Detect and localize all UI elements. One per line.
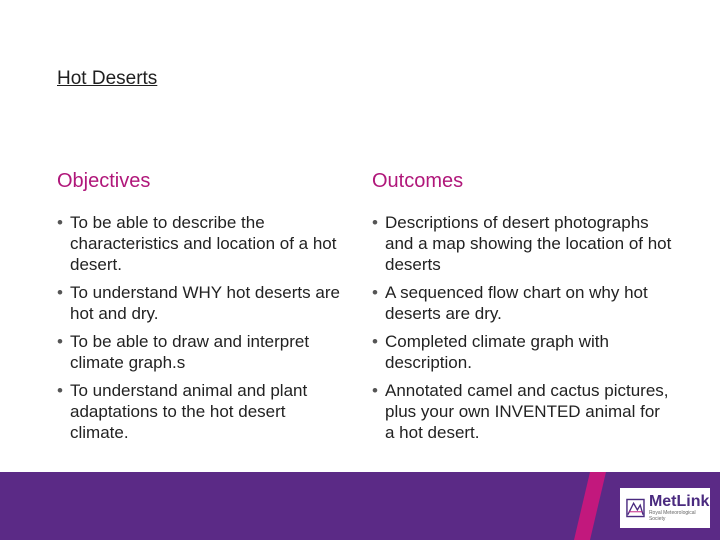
bullet-icon: • [57,213,63,232]
metlink-logo-tagline: Royal Meteorological Society [648,510,696,522]
outcomes-column [372,168,672,450]
bullet-icon: • [57,332,63,351]
metlink-logo-name: MetLink [648,493,710,510]
objective-item: • To understand WHY hot deserts are hot and dry. [57,283,340,323]
objectives-list [57,212,347,443]
outcomes-heading: Outcomes [372,170,464,192]
metlink-logo-text-group [649,494,710,522]
objective-item: • To be able to describe the characteristics and location of a hot desert. [57,213,337,274]
slide-title: Hot Deserts [57,68,158,89]
objective-item: • To understand animal and plant adaptations to the hot desert climate. [57,381,308,442]
outcomes-list [372,212,672,443]
bullet-icon: • [372,283,378,302]
objectives-column [57,168,347,450]
metlink-logo-icon [626,498,645,518]
bullet-icon: • [57,381,63,400]
outcome-item: • A sequenced flow chart on why hot deserts are dry. [372,283,648,323]
bullet-icon: • [57,283,63,302]
footer-band [0,472,720,540]
bullet-icon: • [372,213,378,232]
metlink-logo [620,488,710,528]
objective-item: • To be able to draw and interpret climate graph.s [57,332,310,372]
bullet-icon: • [372,381,378,400]
outcome-item: • Annotated camel and cactus pictures, plus your own INVENTED animal for a hot desert. [372,381,669,442]
bullet-icon: • [372,332,378,351]
outcome-item: • Completed climate graph with description. [372,332,609,372]
outcome-item: • Descriptions of desert photographs and a map showing the location of hot deserts [372,213,672,274]
footer-band-fill [0,472,720,540]
objectives-heading: Objectives [57,170,151,192]
